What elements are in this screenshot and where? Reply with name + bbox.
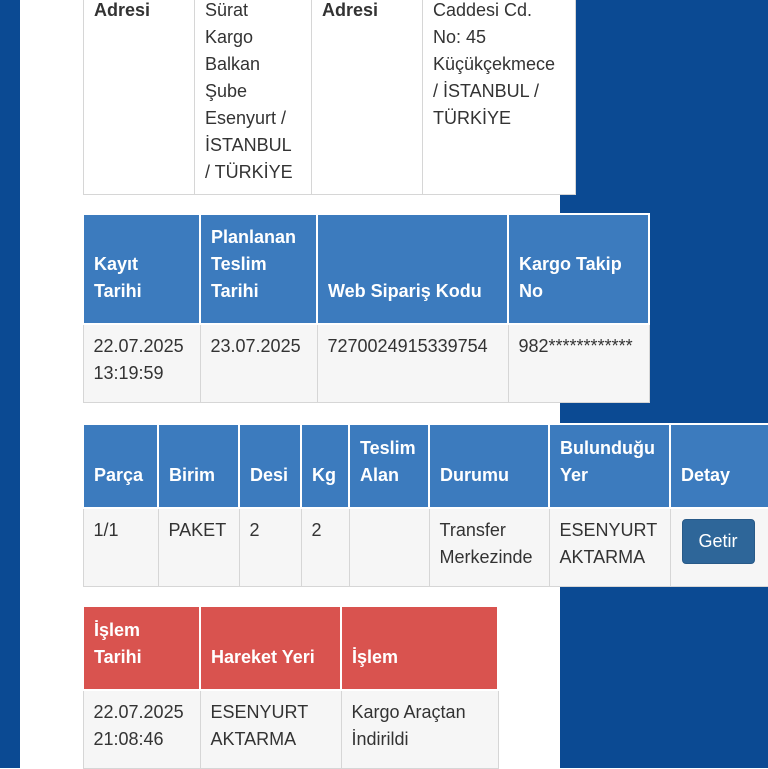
delivery-area-value — [349, 508, 429, 586]
planned-delivery-value: 23.07.2025 — [200, 324, 317, 402]
header-movement-place: Hareket Yeri — [200, 606, 341, 690]
movement-table — [82, 605, 499, 769]
table-header-row — [83, 214, 649, 324]
header-location: Bulunduğu Yer — [549, 424, 670, 508]
table-row — [83, 508, 768, 586]
tracking-no-value: 982************ — [508, 324, 649, 402]
movement-place-value: ESENYURT AKTARMA — [200, 690, 341, 768]
header-part: Parça — [83, 424, 158, 508]
header-status: Durumu — [429, 424, 549, 508]
receiver-address-value: Caddesi Cd. No: 45 Küçükçekmece / İSTANBUL / TÜRKİYE — [423, 0, 576, 195]
action-date-value: 22.07.2025 21:08:46 — [83, 690, 200, 768]
table-row — [84, 0, 576, 195]
header-tracking-no: Kargo Takip No — [508, 214, 649, 324]
sender-address-label: Adresi — [84, 0, 195, 195]
table-header-row — [83, 606, 498, 690]
header-unit: Birim — [158, 424, 239, 508]
get-detail-button[interactable]: Getir — [682, 519, 755, 564]
record-date-value: 22.07.2025 13:19:59 — [83, 324, 200, 402]
page-background-left — [0, 0, 20, 768]
table-header-row — [83, 424, 768, 508]
part-value: 1/1 — [83, 508, 158, 586]
detail-cell — [670, 508, 768, 586]
header-action: İşlem — [341, 606, 498, 690]
table-row — [83, 690, 498, 768]
header-detail: Detay — [670, 424, 768, 508]
header-action-date: İşlem Tarihi — [83, 606, 200, 690]
header-delivery-area: Teslim Alan — [349, 424, 429, 508]
receiver-address-label: Adresi — [312, 0, 423, 195]
unit-value: PAKET — [158, 508, 239, 586]
table-row — [83, 324, 649, 402]
status-value: Transfer Merkezinde — [429, 508, 549, 586]
header-web-order-code: Web Sipariş Kodu — [317, 214, 508, 324]
header-desi: Desi — [239, 424, 301, 508]
desi-value: 2 — [239, 508, 301, 586]
header-record-date: Kayıt Tarihi — [83, 214, 200, 324]
header-kg: Kg — [301, 424, 349, 508]
header-planned-delivery: Planlanan Teslim Tarihi — [200, 214, 317, 324]
location-value: ESENYURT AKTARMA — [549, 508, 670, 586]
action-value: Kargo Araçtan İndirildi — [341, 690, 498, 768]
order-info-table — [82, 213, 650, 403]
web-order-code-value: 7270024915339754 — [317, 324, 508, 402]
parcel-table — [82, 423, 768, 587]
sender-address-value: Sürat Kargo Balkan Şube Esenyurt / İSTANBUL / TÜRKİYE — [195, 0, 312, 195]
address-table — [83, 0, 576, 195]
kg-value: 2 — [301, 508, 349, 586]
